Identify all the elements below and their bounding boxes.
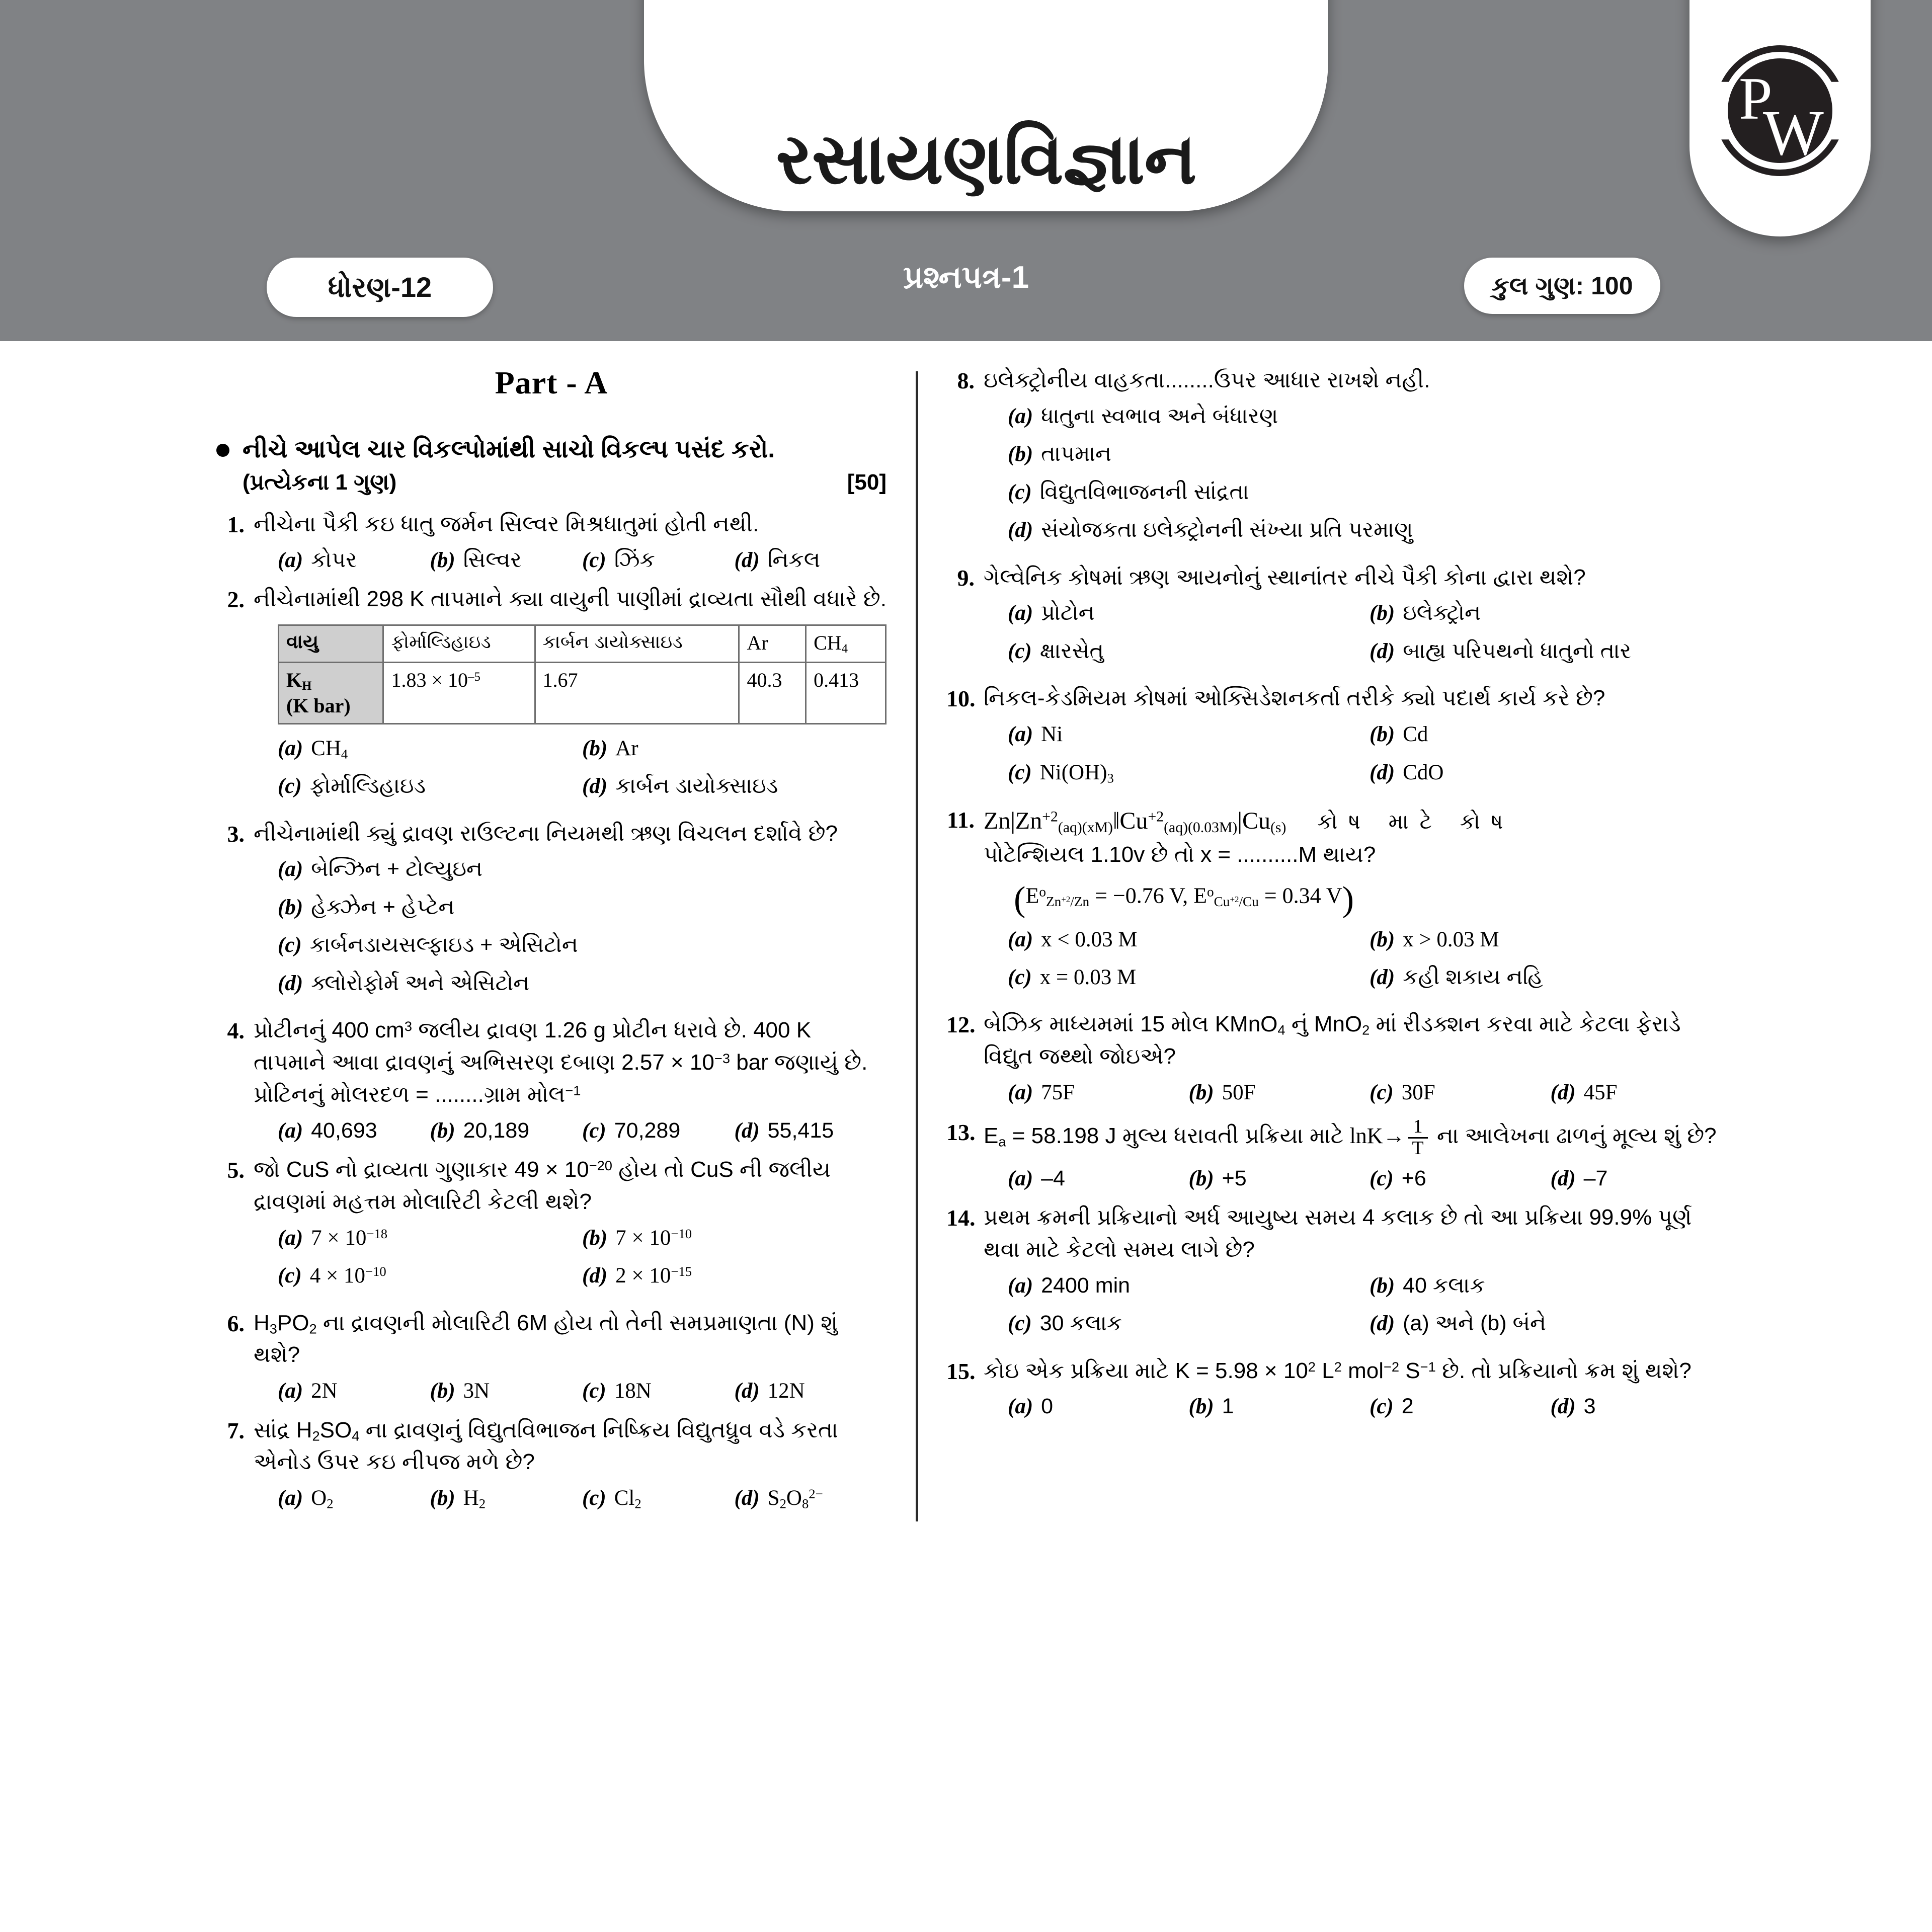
question-number: 1. bbox=[227, 512, 245, 538]
standard-potential-equation: ($E^o_{Zn^{+2}/Zn} = -0.76$ V, $E^o_{Cu^{+2}/Cu} = 0.34$ V) bbox=[1014, 879, 1354, 919]
option-c[interactable]: (c) 70,289 bbox=[582, 1118, 681, 1143]
question-number: 8. bbox=[957, 368, 975, 393]
question-number: 12. bbox=[946, 1012, 976, 1038]
question-item bbox=[216, 508, 887, 575]
option-b[interactable]: (b) $H_2$ bbox=[430, 1486, 486, 1511]
option-list bbox=[254, 1483, 887, 1513]
option-list bbox=[254, 1376, 887, 1406]
bullet-icon bbox=[216, 444, 229, 457]
question-text: $H_3PO_2$ ના દ્રાવણની મોલારિટી 6M હોય તો તેની સમપ્રમાણતા (N) શું થશે? bbox=[254, 1310, 838, 1367]
logo-letter-p: P bbox=[1739, 65, 1773, 132]
option-list bbox=[984, 1078, 1731, 1107]
option-list bbox=[984, 1271, 1731, 1347]
option-list bbox=[254, 854, 887, 998]
option-a[interactable]: (a) બેન્ઝિન + ટોલ્યુઇન bbox=[278, 857, 483, 881]
option-b[interactable]: (b) 20,189 bbox=[430, 1118, 530, 1143]
question-text: ઇલેક્ટ્રોનીય વાહકતા........ઉપર આધાર રાખશે નહી. bbox=[984, 368, 1430, 392]
instruction-text: નીચે આપેલ ચાર વિકલ્પોમાંથી સાચો વિકલ્પ પસંદ કરો. bbox=[243, 436, 775, 463]
table-header-ar: Ar bbox=[739, 625, 806, 663]
option-list bbox=[984, 598, 1731, 674]
option-a[interactable]: (a) $O_2$ bbox=[278, 1486, 334, 1511]
option-d[interactable]: (d) બાહ્ય પરિપથનો ધાતુનો તાર bbox=[1370, 638, 1631, 663]
cell-caption: કોષ માટે કોષ bbox=[1317, 810, 1514, 834]
question-item bbox=[216, 1154, 887, 1299]
henry-constant-table bbox=[278, 624, 887, 724]
option-d[interactable]: (d) સંયોજકતા ઇલેક્ટ્રોનની સંખ્યા પ્રતિ પરમાણુ bbox=[1008, 518, 1413, 542]
column-divider bbox=[916, 371, 918, 1521]
option-c[interactable]: (c) $Ni(OH)_3$ bbox=[1008, 760, 1114, 786]
table-header-co2: કાર્બન ડાયોક્સાઇડ bbox=[535, 625, 739, 663]
question-item bbox=[946, 1116, 1731, 1194]
option-a[interactable]: (a) $CH_4$ bbox=[278, 736, 348, 761]
option-a[interactable]: (a) 75F bbox=[1008, 1081, 1075, 1105]
option-d[interactable]: (d) 45F bbox=[1550, 1081, 1618, 1105]
table-header-ch4: $CH_4$ bbox=[806, 625, 886, 663]
per-question-marks: (પ્રત્યેકના 1 ગુણ) bbox=[243, 470, 397, 495]
paper-label: પ્રશ્નપત્ર-1 bbox=[903, 260, 1029, 295]
option-d[interactable]: (d) ક્લોરોફોર્મ અને એસિટોન bbox=[278, 971, 530, 995]
option-c[interactable]: (c) વિદ્યુતવિભાજનની સાંદ્રતા bbox=[1008, 479, 1249, 504]
option-b[interactable]: (b) ઇલેક્ટ્રોન bbox=[1370, 601, 1481, 625]
option-c[interactable]: (c) ફોર્માલ્ડિહાઇડ bbox=[278, 774, 426, 798]
option-list bbox=[984, 401, 1731, 545]
marks-row bbox=[216, 470, 887, 495]
option-d[interactable]: (d) $2 \times 10^{-15}$ bbox=[582, 1264, 692, 1288]
question-number: 5. bbox=[227, 1157, 245, 1183]
option-list bbox=[984, 1392, 1731, 1421]
option-d[interactable]: (d) કહી શકાય નહિ bbox=[1370, 965, 1543, 989]
option-c[interactable]: (c) ઝિંક bbox=[582, 547, 655, 572]
question-item bbox=[216, 1307, 887, 1406]
page-header bbox=[0, 0, 1932, 341]
question-number: 6. bbox=[227, 1310, 245, 1336]
logo-letter-w: W bbox=[1763, 97, 1824, 169]
option-a[interactable]: (a) ધાતુના સ્વભાવ અને બંધારણ bbox=[1008, 404, 1278, 428]
question-text: કોઇ એક પ્રક્રિયા માટે $K = 5.98 \times 10^2$ $L^2$ mol$^{-2}$ $S^{-1}$ છે. તો પ્રક્રિયાનો ક્રમ શું થશે? bbox=[984, 1358, 1692, 1383]
left-column bbox=[216, 364, 916, 1521]
table-row bbox=[279, 662, 886, 723]
pw-logo-icon bbox=[1715, 45, 1845, 176]
option-list bbox=[254, 1223, 887, 1299]
question-text: નિકલ-કેડમિયમ કોષમાં ઓક્સિડેશનકર્તા તરીકે ક્યો પદાર્થ કાર્ય કરે છે? bbox=[984, 686, 1605, 711]
part-heading: Part - A bbox=[495, 365, 608, 400]
option-b[interactable]: (b) 3N bbox=[430, 1379, 490, 1403]
option-a[interactable]: (a) $7 \times 10^{-18}$ bbox=[278, 1226, 388, 1250]
question-number: 10. bbox=[946, 686, 976, 712]
question-text: પોટેન્શિયલ 1.10v છે તો x = ..........M થાય? bbox=[984, 842, 1376, 867]
question-item bbox=[216, 1414, 887, 1513]
question-item bbox=[946, 1355, 1731, 1422]
option-d[interactable]: (d) CdO bbox=[1370, 760, 1444, 784]
question-sheet bbox=[0, 341, 1932, 1932]
option-a[interactable]: (a) કોપર bbox=[278, 547, 357, 572]
option-d[interactable]: (d) –7 bbox=[1550, 1166, 1608, 1190]
question-item bbox=[946, 1008, 1731, 1107]
question-text: ગેલ્વેનિક કોષમાં ઋણ આયનોનું સ્થાનાંતર નીચે પૈકી કોના દ્વારા થશે? bbox=[984, 565, 1586, 590]
question-item bbox=[216, 818, 887, 1007]
section-total-marks: [50] bbox=[847, 470, 887, 495]
option-d[interactable]: (d) $S_2O_8^{2-}$ bbox=[734, 1486, 823, 1511]
option-a[interactable]: (a) 2N bbox=[278, 1379, 338, 1403]
table-cell-kh-ar: 40.3 bbox=[739, 662, 806, 723]
question-number: 4. bbox=[227, 1018, 245, 1044]
question-text: નીચેનામાંથી ક્યું દ્રાવણ રાઉલ્ટના નિયમથી ઋણ વિચલન દર્શાવે છે? bbox=[254, 821, 838, 846]
option-a[interactable]: (a) 40,693 bbox=[278, 1118, 377, 1143]
option-list bbox=[984, 719, 1731, 795]
option-list bbox=[254, 734, 887, 810]
option-b[interactable]: (b) +5 bbox=[1188, 1166, 1247, 1190]
brand-logo-plate bbox=[1689, 0, 1871, 236]
option-b[interactable]: (b) x > 0.03 M bbox=[1370, 927, 1499, 951]
option-c[interactable]: (c) x = 0.03 M bbox=[1008, 965, 1137, 989]
option-b[interactable]: (b) સિલ્વર bbox=[430, 547, 522, 572]
option-d[interactable]: (d) (a) અને (b) બંને bbox=[1370, 1311, 1547, 1336]
option-c[interactable]: (c) 18N bbox=[582, 1379, 652, 1403]
option-a[interactable]: (a) Ni bbox=[1008, 722, 1063, 747]
option-b[interactable]: (b) 50F bbox=[1188, 1081, 1256, 1105]
option-b[interactable]: (b) તાપમાન bbox=[1008, 442, 1112, 466]
option-list bbox=[984, 925, 1731, 1001]
page-title: રસાયણવિજ્ઞાન bbox=[776, 119, 1196, 198]
option-c[interactable]: (c) 2 bbox=[1370, 1394, 1414, 1419]
option-b[interactable]: (b) 1 bbox=[1188, 1394, 1234, 1419]
table-header-gas: વાયુ bbox=[279, 625, 383, 663]
question-number: 11. bbox=[947, 807, 975, 833]
option-d[interactable]: (d) કાર્બન ડાયોક્સાઇડ bbox=[582, 774, 778, 798]
option-d[interactable]: (d) 3 bbox=[1550, 1394, 1596, 1419]
question-text: નીચેના પૈકી કઇ ધાતુ જર્મન સિલ્વર મિશ્રધાતુમાં હોતી નથી. bbox=[254, 512, 759, 537]
option-b[interactable]: (b) Ar bbox=[582, 736, 638, 760]
two-column-layout bbox=[0, 341, 1932, 1521]
question-item bbox=[946, 682, 1731, 795]
option-c[interactable]: (c) $Cl_2$ bbox=[582, 1486, 641, 1511]
option-c[interactable]: (c) +6 bbox=[1370, 1166, 1426, 1190]
option-d[interactable]: (d) 55,415 bbox=[734, 1118, 834, 1143]
question-number: 3. bbox=[227, 821, 245, 847]
question-number: 14. bbox=[946, 1205, 976, 1231]
table-header-formaldehyde: ફોર્માલ્ડિહાઇડ bbox=[383, 625, 535, 663]
table-cell-kh-co2: 1.67 bbox=[535, 662, 739, 723]
option-a[interactable]: (a) પ્રોટોન bbox=[1008, 601, 1095, 625]
instruction-row bbox=[216, 433, 887, 466]
question-text: નીચેનામાંથી 298 K તાપમાને ક્યા વાયુની પાણીમાં દ્રાવ્યતા સૌથી વધારે છે. bbox=[254, 587, 887, 612]
option-c[interactable]: (c) 30 કલાક bbox=[1008, 1311, 1122, 1336]
question-number: 7. bbox=[227, 1417, 245, 1443]
option-c[interactable]: (c) 30F bbox=[1370, 1081, 1435, 1105]
question-text: પ્રોટીનનું 400 $cm^3$ જલીય દ્રાવણ 1.26 g પ્રોટીન ધરાવે છે. 400 K તાપમાને આવા દ્રાવણનું અભિસરણ દબાણ $2.57 \times 10^{-3}$ bar જણાયું છે. પ્રોટિનનું મોલરદળ = ........ગ્રામ મોલ$^{-1}$ bbox=[254, 1018, 868, 1107]
option-c[interactable]: (c) કાર્બનડાયસલ્ફાઇડ + એસિટોન bbox=[278, 933, 578, 957]
option-b[interactable]: (b) હેક્ઝેન + હેપ્ટેન bbox=[278, 895, 455, 919]
option-b[interactable]: (b) 40 કલાક bbox=[1370, 1273, 1485, 1298]
standard-badge: ધોરણ-12 bbox=[267, 258, 493, 317]
option-c[interactable]: (c) $4 \times 10^{-10}$ bbox=[278, 1264, 386, 1288]
option-d[interactable]: (d) નિકલ bbox=[734, 547, 821, 572]
option-a[interactable]: (a) –4 bbox=[1008, 1166, 1065, 1190]
question-number: 13. bbox=[946, 1119, 976, 1145]
option-list bbox=[254, 1116, 887, 1146]
option-list bbox=[254, 545, 887, 575]
total-marks-badge: કુલ ગુણ: 100 bbox=[1464, 258, 1660, 314]
question-number: 9. bbox=[957, 565, 975, 591]
option-a[interactable]: (a) 0 bbox=[1008, 1394, 1054, 1419]
table-row bbox=[279, 625, 886, 663]
table-row-label-kh: $K_H$ (K bar) bbox=[279, 662, 383, 723]
option-d[interactable]: (d) 12N bbox=[734, 1379, 805, 1403]
question-item bbox=[216, 583, 887, 809]
question-item bbox=[946, 364, 1731, 553]
option-b[interactable]: (b) $7 \times 10^{-10}$ bbox=[582, 1226, 692, 1250]
subject-title-plate bbox=[644, 0, 1328, 211]
question-text: જો CuS નો દ્રાવ્યતા ગુણાકાર $49 \times 10^{-20}$ હોય તો CuS ની જલીય દ્રાવણમાં મહત્તમ મોલારિટી કેટલી થશે? bbox=[254, 1157, 831, 1214]
option-c[interactable]: (c) ક્ષારસેતુ bbox=[1008, 638, 1104, 663]
question-text: પ્રથમ ક્રમની પ્રક્રિયાનો અર્ધ આયુષ્ય સમય 4 કલાક છે તો આ પ્રક્રિયા 99.9% પૂર્ણ થવા માટે કેટલો સમય લાગે છે? bbox=[984, 1205, 1692, 1262]
option-a[interactable]: (a) 2400 min bbox=[1008, 1273, 1131, 1298]
option-list bbox=[984, 1164, 1731, 1193]
option-a[interactable]: (a) x < 0.03 M bbox=[1008, 927, 1138, 951]
question-number: 15. bbox=[946, 1358, 976, 1384]
table-cell-kh-ch4: 0.413 bbox=[806, 662, 886, 723]
question-item bbox=[216, 1014, 887, 1146]
question-text: બેઝિક માધ્યમમાં 15 મોલ KMnO$_4$ નું MnO$_2$ માં રીડક્શન કરવા માટે કેટલા ફેરાડે વિદ્યુત જથ્થો જોઇએ? bbox=[984, 1012, 1681, 1069]
table-cell-kh-formaldehyde: $1.83 \times 10^{-5}$ bbox=[383, 662, 535, 723]
question-item bbox=[946, 561, 1731, 675]
cell-notation: $Zn|Zn^{+2}_{(aq)(xM)}‖Cu^{+2}_{(aq)(0.03M)}|Cu_{(s)}$ કોષ માટે કોષ bbox=[984, 808, 1514, 836]
question-number: 2. bbox=[227, 587, 245, 613]
option-b[interactable]: (b) Cd bbox=[1370, 722, 1428, 747]
right-column bbox=[946, 364, 1731, 1521]
question-text: $E_a = 58.198$ J મુલ્ય ધરાવતી પ્રક્રિયા માટે lnK→ $\frac{1}{T}$ ના આલેખના ઢાળનું મૂલ્ય શું છે? bbox=[984, 1116, 1717, 1159]
question-item bbox=[946, 803, 1731, 1000]
question-text: સાંદ્ર $H_2SO_4$ ના દ્રાવણનું વિદ્યુતવિભાજન નિષ્ક્રિય વિદ્યુતધ્રુવ વડે કરતા એનોડ ઉપર કઇ નીપજ મળે છે? bbox=[254, 1417, 838, 1475]
question-item bbox=[946, 1201, 1731, 1347]
